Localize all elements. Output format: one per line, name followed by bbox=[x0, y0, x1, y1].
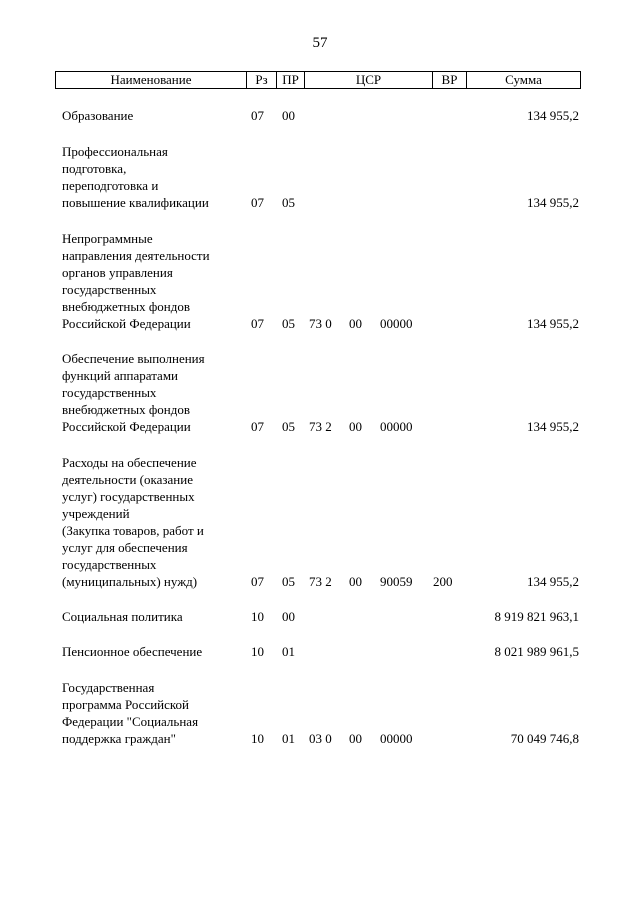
row-vr: 200 bbox=[433, 574, 453, 589]
row-rz: 07 bbox=[251, 419, 264, 434]
row-pr: 00 bbox=[282, 609, 295, 624]
row-rz: 07 bbox=[251, 316, 264, 331]
row-name: Непрограммные направления деятельности органов управления государственных внебюджетных фондов Российской Федерации bbox=[62, 231, 210, 331]
row-name: Расходы на обеспечение деятельности (оказание услуг) государственных учреждений (Закупка товаров, работ и услуг для обеспечения государственных (муниципальных) нужд) bbox=[62, 455, 204, 589]
row-rz: 10 bbox=[251, 731, 264, 746]
header-vr: ВР bbox=[432, 72, 466, 88]
row-csr-direction: 00000 bbox=[380, 316, 413, 331]
row-csr-direction: 00000 bbox=[380, 731, 413, 746]
page-number: 57 bbox=[312, 35, 328, 51]
row-name: Профессиональная подготовка, переподготовка и повышение квалификации bbox=[62, 144, 209, 210]
row-csr-direction: 90059 bbox=[380, 574, 413, 589]
row-pr: 05 bbox=[282, 195, 295, 210]
header-csr: ЦСР bbox=[304, 72, 432, 88]
row-csr-program: 73 2 bbox=[309, 574, 332, 589]
row-pr: 00 bbox=[282, 108, 295, 123]
row-sum: 134 955,2 bbox=[527, 195, 579, 210]
header-sum: Сумма bbox=[466, 72, 580, 88]
header-name: Наименование bbox=[110, 72, 192, 87]
row-pr: 05 bbox=[282, 419, 295, 434]
row-csr-direction: 00000 bbox=[380, 419, 413, 434]
row-sum: 70 049 746,8 bbox=[510, 731, 579, 746]
row-csr-subprogram: 00 bbox=[349, 419, 362, 434]
row-name: Пенсионное обеспечение bbox=[62, 644, 203, 659]
row-sum: 8 919 821 963,1 bbox=[494, 609, 579, 624]
row-name: Обеспечение выполнения функций аппаратами государственных внебюджетных фондов Российской Федерации bbox=[62, 351, 205, 434]
row-sum: 8 021 989 961,5 bbox=[494, 644, 579, 659]
row-sum: 134 955,2 bbox=[527, 316, 579, 331]
row-csr-program: 73 0 bbox=[309, 316, 332, 331]
row-sum: 134 955,2 bbox=[527, 108, 579, 123]
row-csr-subprogram: 00 bbox=[349, 574, 362, 589]
row-name: Государственная программа Российской Федерации "Социальная поддержка граждан" bbox=[62, 680, 199, 746]
row-rz: 07 bbox=[251, 195, 264, 210]
row-name: Образование bbox=[62, 108, 134, 123]
header-pr: ПР bbox=[276, 72, 304, 88]
row-csr-subprogram: 00 bbox=[349, 731, 362, 746]
header-rz: Рз bbox=[246, 72, 276, 88]
row-rz: 10 bbox=[251, 644, 264, 659]
row-pr: 01 bbox=[282, 731, 295, 746]
row-rz: 07 bbox=[251, 108, 264, 123]
row-rz: 10 bbox=[251, 609, 264, 624]
row-pr: 05 bbox=[282, 316, 295, 331]
row-sum: 134 955,2 bbox=[527, 419, 579, 434]
row-sum: 134 955,2 bbox=[527, 574, 579, 589]
row-pr: 01 bbox=[282, 644, 295, 659]
row-name: Социальная политика bbox=[62, 609, 183, 624]
row-csr-program: 73 2 bbox=[309, 419, 332, 434]
row-csr-program: 03 0 bbox=[309, 731, 332, 746]
row-pr: 05 bbox=[282, 574, 295, 589]
row-csr-subprogram: 00 bbox=[349, 316, 362, 331]
row-rz: 07 bbox=[251, 574, 264, 589]
